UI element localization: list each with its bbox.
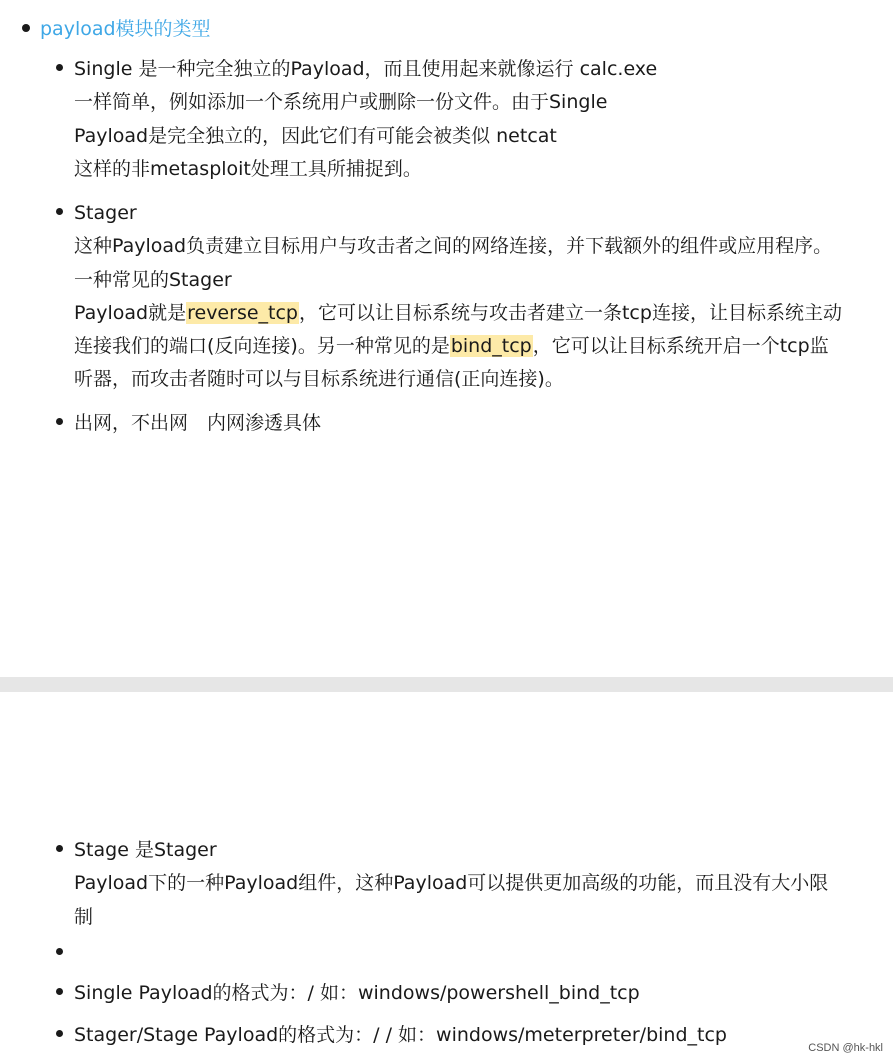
highlight-reverse-tcp: reverse_tcp — [187, 301, 298, 324]
text-line: Payload下的一种Payload组件，这种Payload可以提供更加高级的功能，而且没有大小限 — [74, 872, 829, 895]
text-segment: 连接我们的端口(反向连接)。另一种常见的是 — [74, 335, 450, 358]
text-line: 制 — [74, 905, 94, 928]
list-item-single-format — [56, 977, 856, 1010]
bullet-icon — [56, 418, 63, 425]
bullet-icon — [56, 208, 63, 215]
list-item-stage — [56, 834, 856, 934]
bullet-icon — [56, 988, 63, 995]
bullet-icon — [22, 24, 30, 32]
list-item-network — [56, 407, 856, 440]
bottom-panel — [0, 692, 893, 1062]
list-item-empty — [56, 937, 856, 970]
text-line: 这种Payload负责建立目标用户与攻击者之间的网络连接，并下载额外的组件或应用程序。 — [74, 235, 833, 258]
bullet-icon — [56, 845, 63, 852]
bullet-icon — [56, 64, 63, 71]
text-line: Stager — [74, 202, 137, 224]
text-line: 一种常见的Stager — [74, 268, 232, 291]
list-item-single — [56, 53, 856, 186]
text-line: Single 是一种完全独立的Payload，而且使用起来就像运行 calc.exe — [74, 58, 658, 80]
topic-title: payload模块的类型 — [40, 18, 211, 40]
watermark: CSDN @hk-hkl — [808, 1042, 883, 1054]
topic-heading — [22, 14, 211, 41]
text-line: 一样简单，例如添加一个系统用户或删除一份文件。由于Single — [74, 91, 608, 114]
bullet-icon — [56, 1030, 63, 1037]
list-item-stager — [56, 197, 856, 397]
text-line: Stage 是Stager — [74, 839, 217, 861]
text-line: 听器，而攻击者随时可以与目标系统进行通信(正向连接)。 — [74, 368, 564, 391]
text-segment: Payload就是 — [74, 301, 187, 324]
text-line: 出网，不出网 内网渗透具体 — [74, 412, 322, 434]
text-line: 这样的非metasploit处理工具所捕捉到。 — [74, 157, 422, 180]
text-segment: ，它可以让目标系统与攻击者建立一条tcp连接，让目标系统主动 — [298, 301, 842, 324]
section-divider — [0, 677, 893, 692]
text-line: Payload是完全独立的，因此它们有可能会被类似 netcat — [74, 124, 557, 147]
bullet-icon — [56, 948, 63, 955]
text-line — [74, 330, 856, 363]
text-line — [74, 297, 856, 330]
highlight-bind-tcp: bind_tcp — [450, 335, 532, 358]
text-line: Single Payload的格式为：/ 如：windows/powershell_bind_tcp — [74, 982, 640, 1004]
text-line — [74, 937, 856, 970]
list-item-stager-format — [56, 1019, 856, 1052]
text-line: Stager/Stage Payload的格式为：/ / 如：windows/meterpreter/bind_tcp — [74, 1024, 727, 1046]
text-segment: ，它可以让目标系统开启一个tcp监 — [532, 335, 829, 358]
